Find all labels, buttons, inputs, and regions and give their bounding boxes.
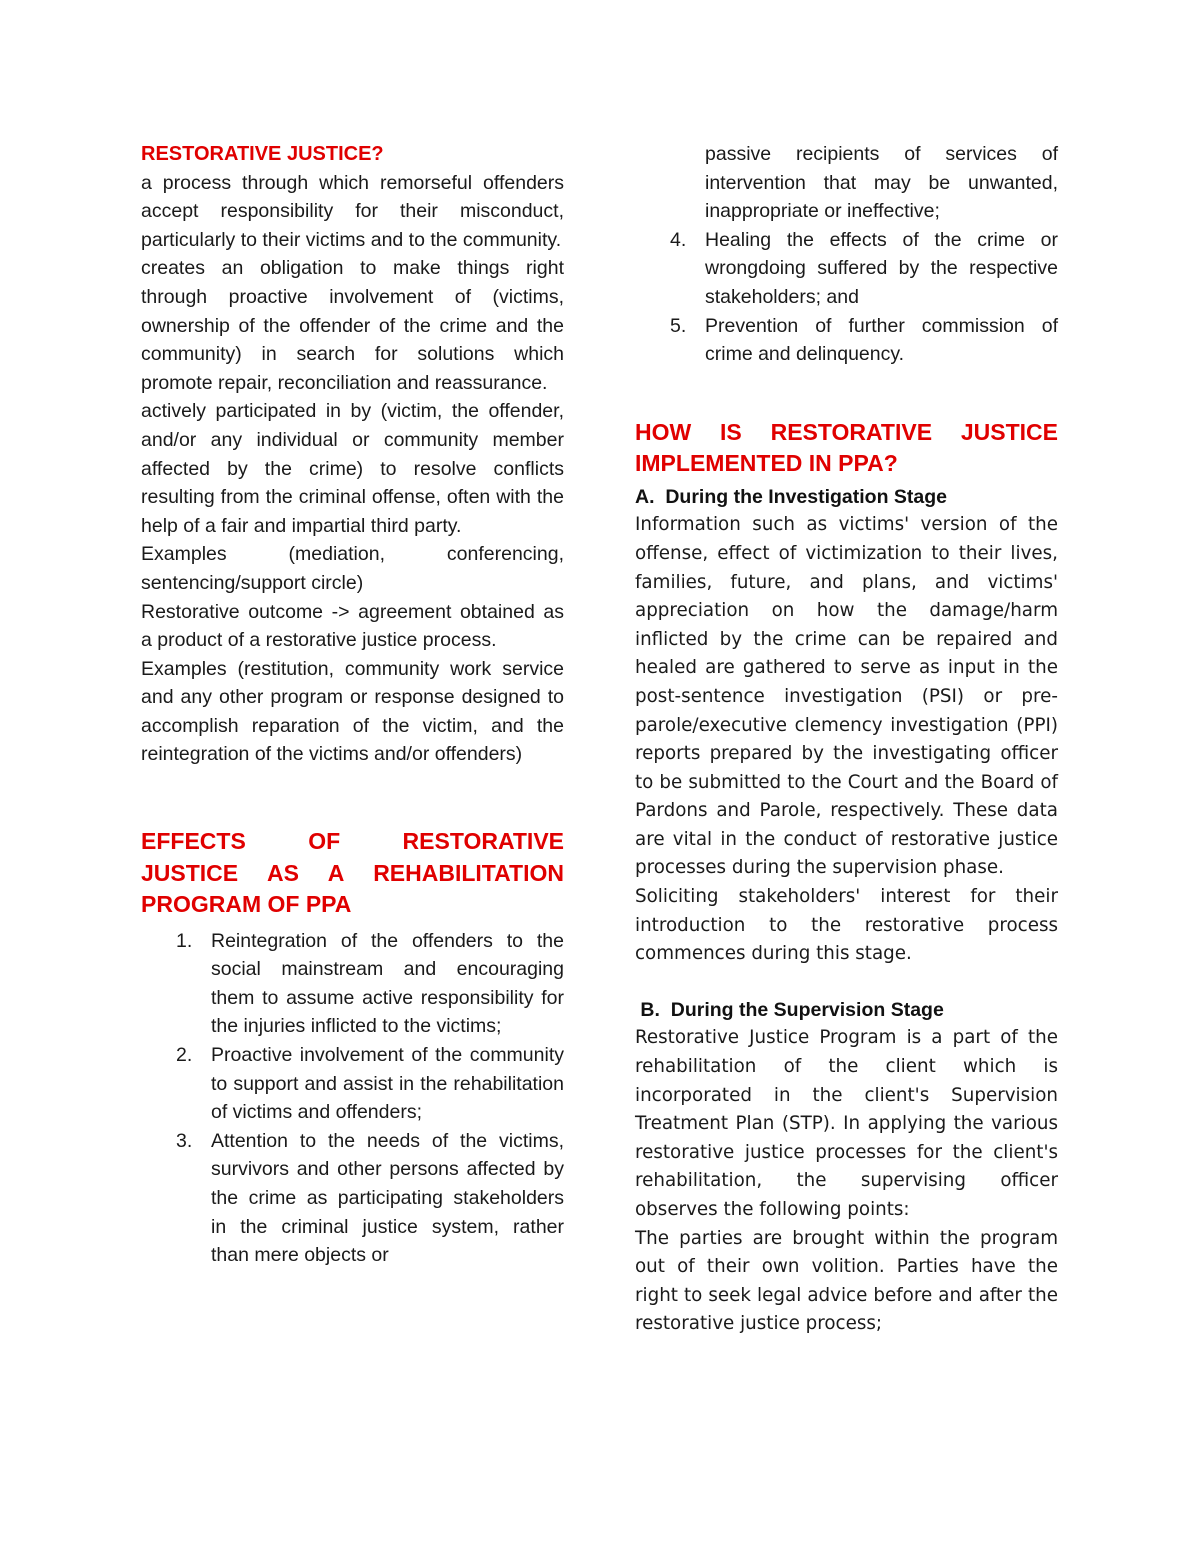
list-number: 2. [176,1043,193,1066]
paragraph: Soliciting stakeholders' interest for their introduction to the restorative process commences during this stage. [635,886,1058,965]
paragraph: creates an obligation to make things right through proactive involvement of (victims, ownership of the offender of the crime and the community) in search for solutions which promote repair, reconciliation and reassurance. [141,257,564,394]
paragraph: Examples (restitution, community work service and any other program or response designed to accomplish reparation of the victim, and the reintegration of the victims and/or offenders) [141,657,564,766]
heading-implementation-line: IMPLEMENTED IN PPA? [635,450,898,477]
list-text: Reintegration of the offenders to the social mainstream and encouraging them to assume active responsibility for the injuries inflicted to the victims; [211,929,564,1038]
list-item [635,226,1058,312]
heading-effects [141,826,564,921]
list-item-continuation: passive recipients of services of intervention that may be unwanted, inappropriate or ineffective; [705,143,1058,223]
paragraph: Restorative outcome -> agreement obtained as a product of a restorative justice process. [141,600,564,652]
paragraph: The parties are brought within the program out of their own volition. Parties have the right to seek legal advice before and after the restorative justice process; [635,1227,1058,1335]
heading-implementation [635,417,1058,480]
heading-effects-line: EFFECTS OF RESTORATIVE [141,828,564,855]
list-number: 4. [670,228,687,251]
list-number: 1. [176,929,193,952]
left-column [141,140,564,1270]
list-text: Prevention of further commission of crime and delinquency. [705,314,1058,366]
list-item [141,1127,564,1270]
paragraph: Examples (mediation, conferencing, sentencing/support circle) [141,543,564,594]
paragraph: Restorative Justice Program is a part of the rehabilitation of the client which is incorporated in the client's Supervision Treatment Plan (STP). In applying the various restorative justice processes for the client's rehabilitation, the supervising officer observes the following points: [635,1027,1058,1220]
list-item [141,927,564,1041]
heading-restorative-justice: RESTORATIVE JUSTICE? [141,143,384,165]
subheading-investigation-stage: A. During the Investigation Stage [635,485,948,508]
effects-list [141,927,564,1270]
list-text: Attention to the needs of the victims, survivors and other persons affected by the crime as participating stakeholders in the criminal justice system, rather than mere objects or [211,1129,564,1267]
heading-implementation-line: HOW IS RESTORATIVE JUSTICE [635,418,1058,445]
list-number: 3. [176,1129,193,1152]
paragraph: a process through which remorseful offenders accept responsibility for their misconduct, particularly to their victims and to the community. [141,171,564,251]
list-number: 5. [670,314,687,337]
right-column [635,140,1058,1339]
paragraph: actively participated in by (victim, the offender, and/or any individual or community member affected by the crime) to resolve conflicts resulting from the criminal offense, often with the help of a fair and impartial third party. [141,400,564,537]
list-item [635,312,1058,369]
effects-list-continued [635,226,1058,369]
subheading-supervision-stage: B. During the Supervision Stage [635,998,944,1021]
list-text: Healing the effects of the crime or wrongdoing suffered by the respective stakeholders; and [705,228,1058,308]
paragraph: Information such as victims' version of the offense, effect of victimization to their lives, families, future, and plans, and victims' appreciation on how the damage/harm inflicted by the crime can be repaired and healed are gathered to serve as input in the post-sentence investigation (PSI) or pre-parole/executive clemency investigation (PPI) reports prepared by the investigating officer to be submitted to the Court and the Board of Pardons and Parole, respectively. These data are vital in the conduct of restorative justice processes during the supervision phase. [635,514,1058,879]
list-item [141,1041,564,1127]
heading-effects-line: PROGRAM OF PPA [141,891,352,918]
list-text: Proactive involvement of the community to support and assist in the rehabilitation of victims and offenders; [211,1043,564,1124]
heading-effects-line: JUSTICE AS A REHABILITATION [141,859,564,886]
